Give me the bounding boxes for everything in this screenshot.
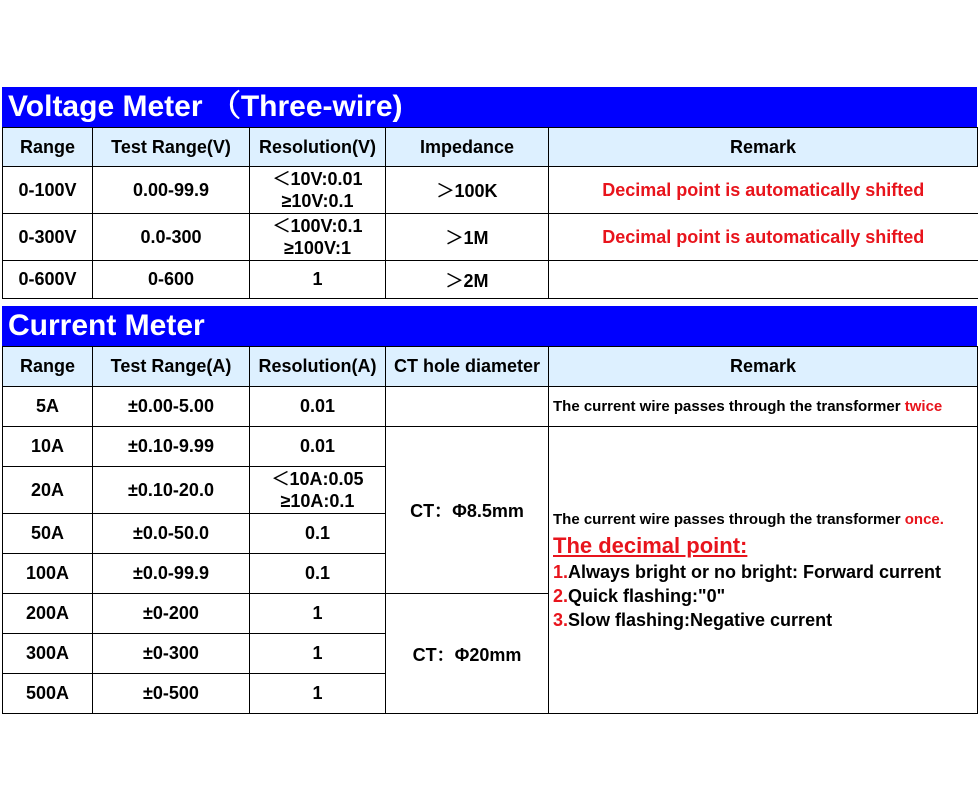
resolution-cell: 0.1 [250, 514, 386, 554]
test-range-cell: ±0-300 [93, 634, 250, 674]
current-header-ct-hole: CT hole diameter [386, 347, 549, 387]
remark-text: The current wire passes through the transformer [553, 398, 905, 415]
resolution-cell: 0.01 [250, 427, 386, 467]
range-cell: 5A [3, 387, 93, 427]
list-item [553, 560, 977, 584]
ct-hole-cell [386, 387, 549, 427]
table-row [3, 261, 978, 299]
test-range-cell: ±0.00-5.00 [93, 387, 250, 427]
voltage-header-impedance: Impedance [386, 128, 549, 167]
impedance-cell: ＞100K [386, 167, 549, 214]
resolution-cell: 0.01 [250, 387, 386, 427]
list-number: 1. [553, 562, 569, 582]
resolution-cell [250, 167, 386, 214]
list-text: Quick flashing:"0" [568, 586, 726, 606]
impedance-cell: ＞2M [386, 261, 549, 299]
decimal-point-title: The decimal point: [553, 533, 748, 558]
list-text: Always bright or no bright: Forward current [568, 562, 942, 582]
remark-notes-cell [549, 427, 978, 714]
current-header-row [3, 347, 978, 387]
impedance-cell: ＞1M [386, 214, 549, 261]
remark-emphasis: once. [904, 511, 944, 528]
table-row [3, 427, 978, 467]
range-cell: 0-100V [3, 167, 93, 214]
resolution-cell: 1 [250, 261, 386, 299]
table-row [3, 167, 978, 214]
resolution-cell: 1 [250, 674, 386, 714]
table-row [3, 387, 978, 427]
current-header-resolution: Resolution(A) [250, 347, 386, 387]
test-range-cell: ±0.10-9.99 [93, 427, 250, 467]
current-section [2, 306, 977, 714]
test-range-cell: ±0-500 [93, 674, 250, 714]
remark-cell: Decimal point is automatically shifted [549, 167, 978, 214]
voltage-header-range: Range [3, 128, 93, 167]
test-range-cell: ±0.10-20.0 [93, 467, 250, 514]
resolution-cell [250, 214, 386, 261]
list-item [553, 608, 977, 632]
current-header-test-range: Test Range(A) [93, 347, 250, 387]
resolution-line: ≥100V:1 [284, 238, 351, 258]
test-range-cell: 0.0-300 [93, 214, 250, 261]
range-cell: 200A [3, 594, 93, 634]
resolution-line: ＜10A:0.05 [271, 469, 364, 489]
ct-hole-small-cell: CT：Φ8.5mm [386, 427, 549, 594]
voltage-header-row [3, 128, 978, 167]
voltage-title: Voltage Meter （Three-wire) [2, 87, 977, 127]
ct-hole-large-cell: CT：Φ20mm [386, 594, 549, 714]
list-item [553, 584, 977, 608]
range-cell: 500A [3, 674, 93, 714]
test-range-cell: 0-600 [93, 261, 250, 299]
resolution-line: ＜10V:0.01 [272, 169, 363, 189]
resolution-line: ≥10A:0.1 [280, 491, 355, 511]
current-header-range: Range [3, 347, 93, 387]
range-cell: 20A [3, 467, 93, 514]
list-number: 2. [553, 586, 569, 606]
remark-emphasis: twice [904, 398, 943, 415]
resolution-cell: 1 [250, 634, 386, 674]
list-text: Slow flashing:Negative current [568, 610, 833, 630]
range-cell: 0-300V [3, 214, 93, 261]
remark-cell [549, 387, 978, 427]
resolution-cell: 1 [250, 594, 386, 634]
resolution-cell: 0.1 [250, 554, 386, 594]
range-cell: 100A [3, 554, 93, 594]
remark-cell [549, 261, 978, 299]
resolution-line: ≥10V:0.1 [281, 191, 354, 211]
test-range-cell: ±0-200 [93, 594, 250, 634]
range-cell: 10A [3, 427, 93, 467]
test-range-cell: 0.00-99.9 [93, 167, 250, 214]
remark-intro [553, 508, 977, 532]
list-number: 3. [553, 610, 569, 630]
test-range-cell: ±0.0-99.9 [93, 554, 250, 594]
test-range-cell: ±0.0-50.0 [93, 514, 250, 554]
range-cell: 300A [3, 634, 93, 674]
voltage-table [2, 127, 978, 299]
resolution-cell [250, 467, 386, 514]
voltage-header-remark: Remark [549, 128, 978, 167]
resolution-line: ＜100V:0.1 [272, 216, 363, 236]
current-table [2, 346, 978, 714]
remark-cell: Decimal point is automatically shifted [549, 214, 978, 261]
range-cell: 50A [3, 514, 93, 554]
voltage-header-resolution: Resolution(V) [250, 128, 386, 167]
current-header-remark: Remark [549, 347, 978, 387]
range-cell: 0-600V [3, 261, 93, 299]
table-row [3, 214, 978, 261]
voltage-header-test-range: Test Range(V) [93, 128, 250, 167]
voltage-section [2, 87, 977, 299]
current-title: Current Meter [2, 306, 977, 346]
remark-text: The current wire passes through the transformer [553, 511, 905, 528]
